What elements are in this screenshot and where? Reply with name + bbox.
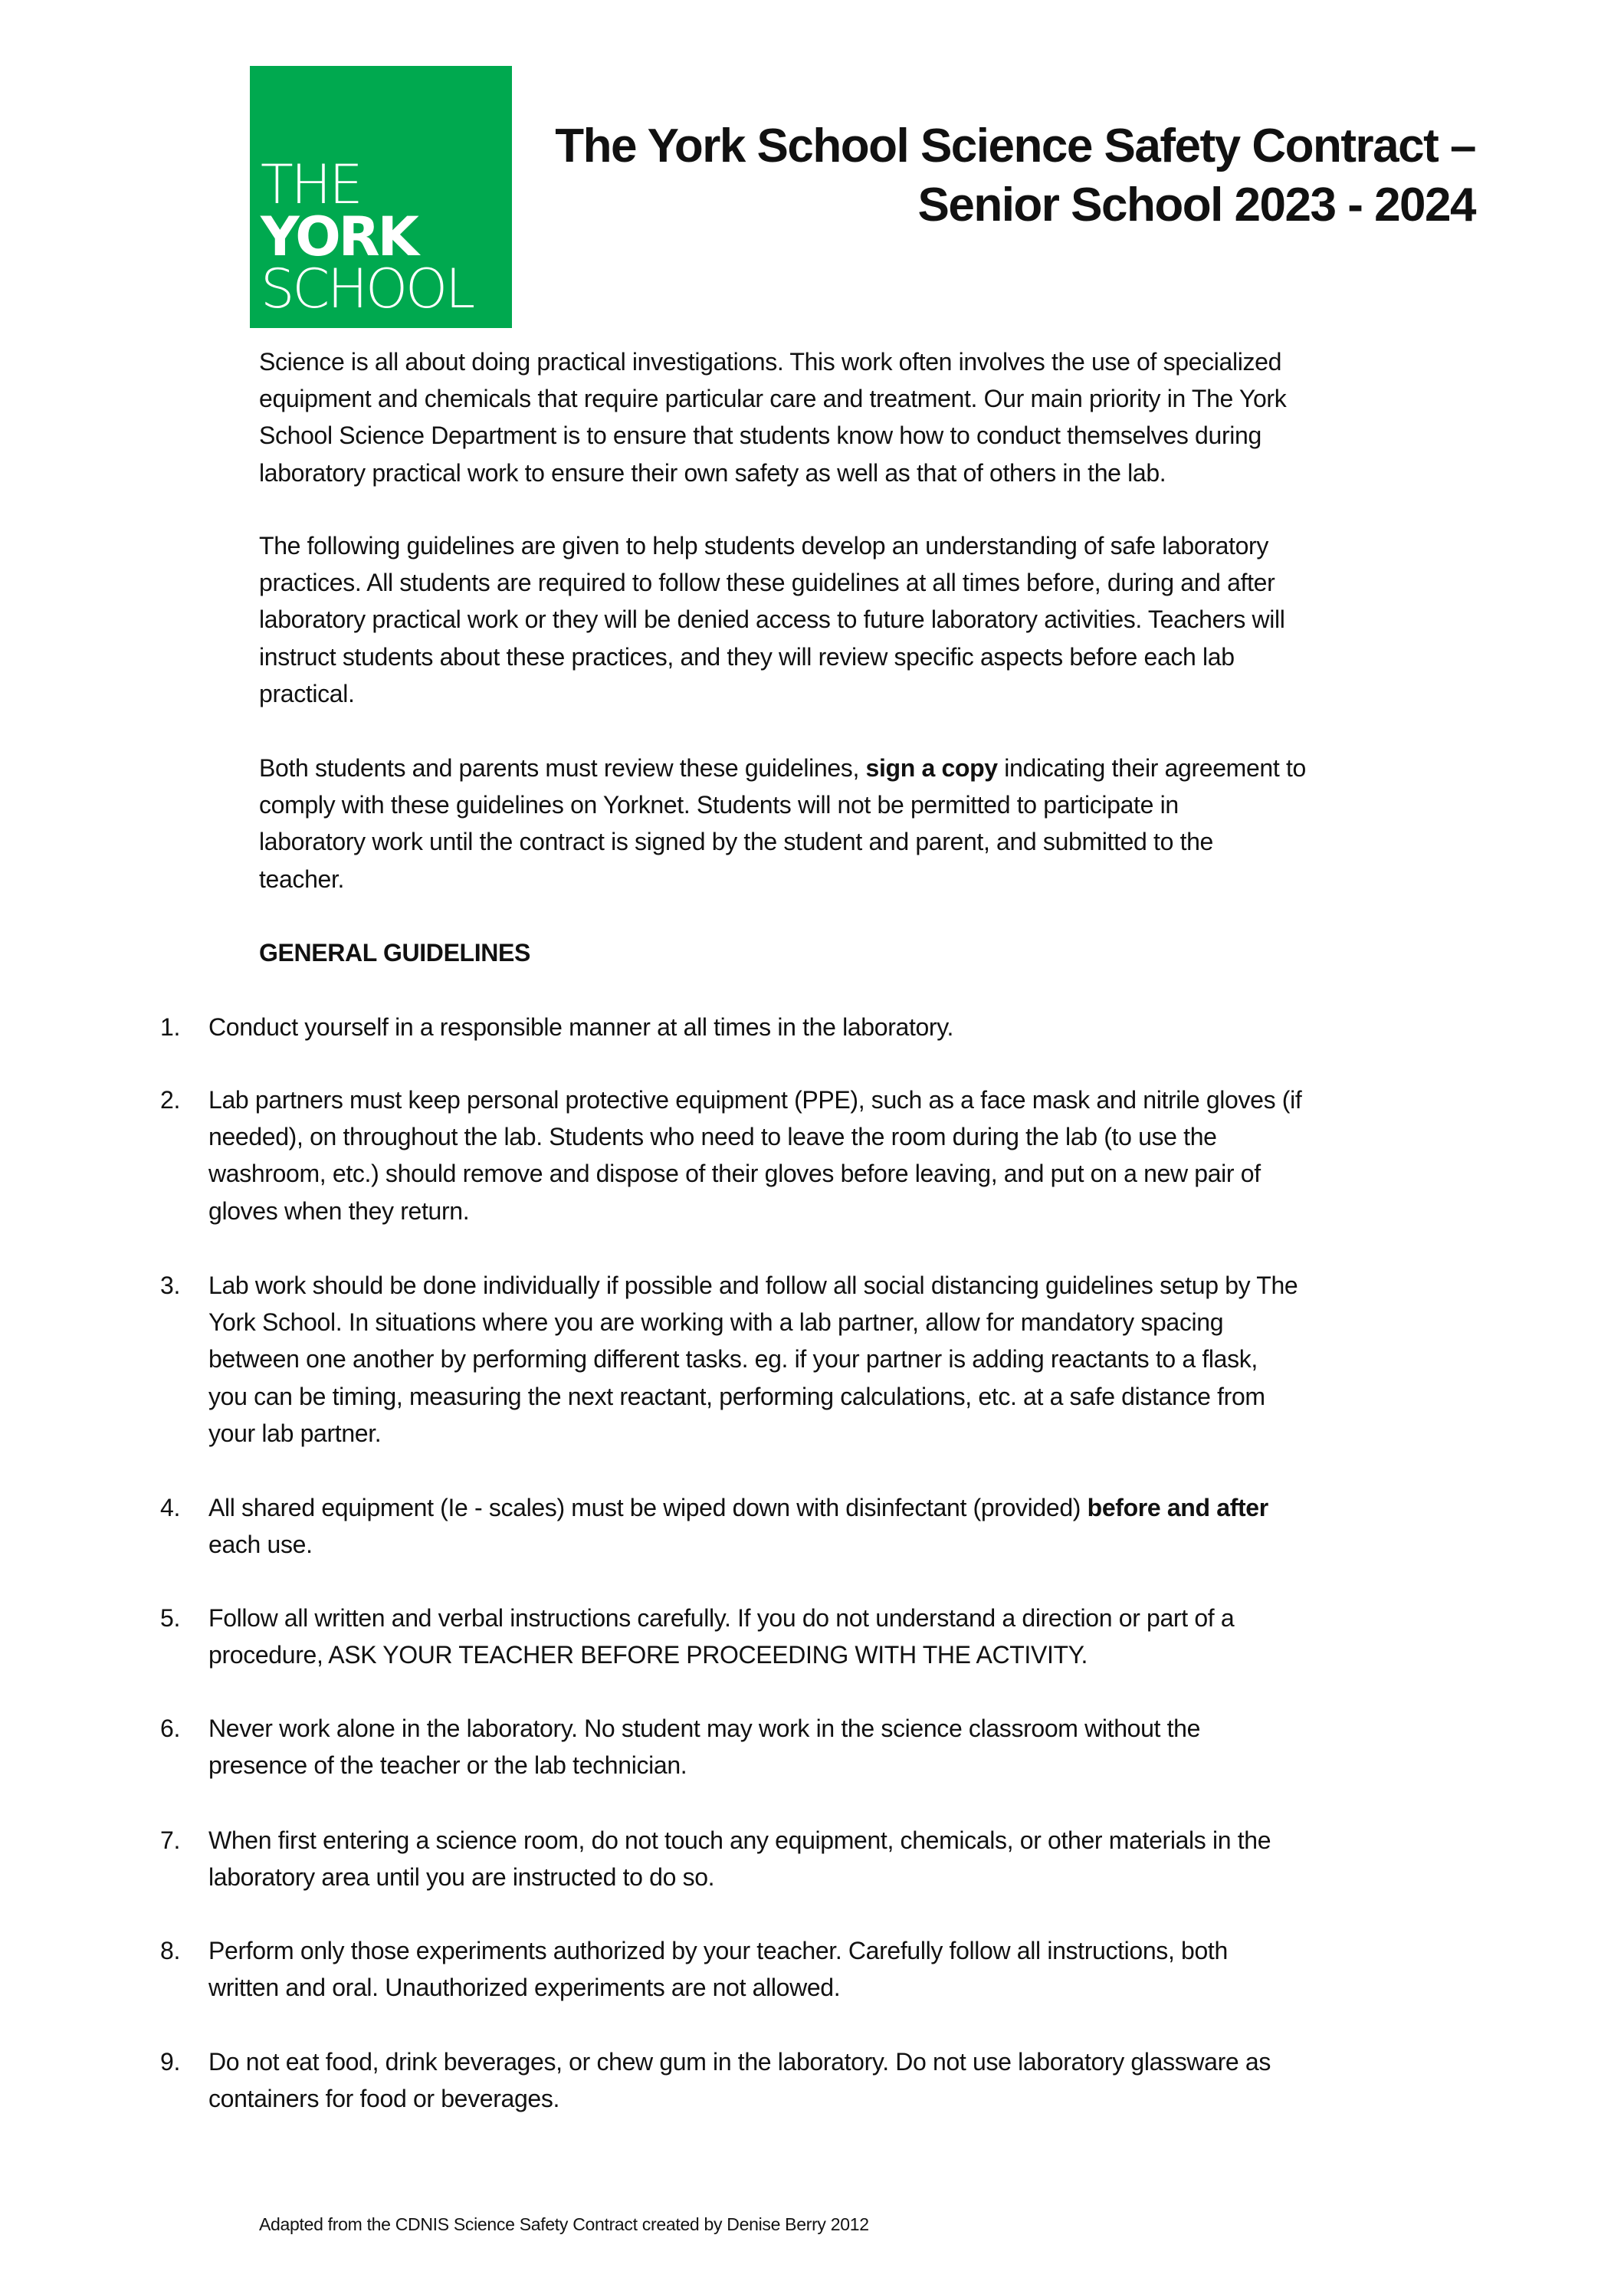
logo-text-the: THE <box>261 153 361 216</box>
item-number: 4. <box>160 1494 180 1521</box>
text-line <box>208 1415 1298 1452</box>
text-line <box>208 1600 1234 1636</box>
text-segment: containers for food or beverages. <box>208 2085 560 2113</box>
text-line <box>208 1969 1228 2006</box>
section-heading <box>259 934 530 971</box>
text-segment: practices. All students are required to follow these guidelines at all times before, during and after <box>259 569 1275 597</box>
text-line <box>208 1118 1301 1155</box>
text-segment: washroom, etc.) should remove and dispose of their gloves before leaving, and put on a new pair of <box>208 1160 1261 1188</box>
text-line <box>208 1526 1268 1563</box>
text-line <box>259 861 1306 898</box>
school-logo <box>250 66 512 328</box>
text-line <box>259 527 1285 564</box>
text-segment: School Science Department is to ensure that students know how to conduct themselves during <box>259 422 1261 450</box>
text-line <box>208 1081 1301 1118</box>
item-number: 3. <box>160 1272 180 1299</box>
footer-credit: Adapted from the CDNIS Science Safety Contract created by Denise Berry 2012 <box>259 2214 869 2234</box>
text-segment: Science is all about doing practical investigations. This work often involves the use of specialized <box>259 348 1282 376</box>
text-segment: practical. <box>259 679 355 707</box>
text-line <box>259 564 1285 601</box>
item-text <box>208 1932 1228 2006</box>
text-segment: procedure, ASK YOUR TEACHER BEFORE PROCEEDING WITH THE ACTIVITY. <box>208 1641 1088 1669</box>
text-line <box>208 2043 1271 2080</box>
intro-paragraph <box>259 343 1286 491</box>
text-line <box>208 1009 953 1045</box>
text-line <box>208 1822 1271 1859</box>
text-segment: Lab partners must keep personal protective equipment (PPE), such as a face mask and nitrile gloves (if <box>208 1086 1302 1114</box>
text-line <box>259 417 1286 454</box>
intro-paragraph <box>259 527 1285 712</box>
text-segment: All shared equipment (Ie - scales) must be wiped down with disinfectant (provided) <box>208 1494 1088 1521</box>
text-segment: Do not eat food, drink beverages, or chew gum in the laboratory. Do not use laboratory glassware as <box>208 2048 1271 2076</box>
text-line <box>259 823 1306 860</box>
text-line <box>208 2080 1271 2117</box>
text-line <box>259 934 530 971</box>
text-line <box>208 1267 1298 1304</box>
item-text <box>208 1600 1234 1673</box>
text-segment: you can be timing, measuring the next reactant, performing calculations, etc. at a safe distance from <box>208 1382 1265 1410</box>
text-segment: comply with these guidelines on Yorknet. Students will not be permitted to participate in <box>259 791 1179 819</box>
logo-text-york: YORK <box>261 205 417 268</box>
page-title <box>555 117 1475 235</box>
text-line <box>259 750 1306 786</box>
text-line <box>259 638 1285 675</box>
text-segment: gloves when they return. <box>208 1196 470 1225</box>
text-line <box>259 601 1285 638</box>
text-segment: your lab partner. <box>208 1419 382 1447</box>
bold-text: before and after <box>1087 1494 1268 1521</box>
text-segment: Both students and parents must review these guidelines, <box>259 754 866 782</box>
text-segment: Perform only those experiments authorized by your teacher. Carefully follow all instructions, both <box>208 1937 1228 1964</box>
text-line <box>208 1378 1298 1415</box>
item-text <box>208 2043 1271 2117</box>
text-segment: laboratory practical work to ensure their own safety as well as that of others in the lab. <box>259 458 1166 487</box>
text-segment: Never work alone in the laboratory. No student may work in the science classroom without the <box>208 1715 1201 1742</box>
text-segment: written and oral. Unauthorized experiments are not allowed. <box>208 1974 841 2002</box>
title-line-1: The York School Science Safety Contract – <box>555 120 1475 172</box>
item-number: 2. <box>160 1086 180 1114</box>
text-line <box>208 1193 1301 1229</box>
text-segment: each use. <box>208 1531 313 1559</box>
item-text <box>208 1081 1301 1229</box>
text-segment: between one another by performing different tasks. eg. if your partner is adding reactants to a flask, <box>208 1345 1258 1373</box>
item-number: 6. <box>160 1715 180 1742</box>
logo-text-school: SCHOOL <box>261 258 474 320</box>
text-segment: presence of the teacher or the lab technician. <box>208 1751 687 1780</box>
text-line <box>259 455 1286 491</box>
item-number: 5. <box>160 1604 180 1632</box>
text-segment: York School. In situations where you are working with a lab partner, allow for mandatory spacing <box>208 1308 1224 1337</box>
item-number: 8. <box>160 1937 180 1964</box>
text-line <box>208 1489 1268 1526</box>
text-segment: Conduct yourself in a responsible manner at all times in the laboratory. <box>208 1013 954 1041</box>
bold-text: GENERAL GUIDELINES <box>259 939 531 966</box>
item-text <box>208 1009 953 1045</box>
text-segment: laboratory area until you are instructed to do so. <box>208 1863 715 1892</box>
text-segment: The following guidelines are given to help students develop an understanding of safe laboratory <box>259 532 1268 560</box>
item-text <box>208 1267 1298 1452</box>
text-line <box>259 343 1286 380</box>
item-number: 7. <box>160 1826 180 1854</box>
text-segment: teacher. <box>259 865 345 893</box>
text-line <box>259 380 1286 417</box>
text-line <box>208 1747 1200 1784</box>
text-segment: Lab work should be done individually if possible and follow all social distancing guidelines setup by The <box>208 1272 1298 1299</box>
text-segment: Follow all written and verbal instructions carefully. If you do not understand a direction or part of a <box>208 1604 1235 1632</box>
text-line <box>208 1859 1271 1895</box>
text-segment: needed), on throughout the lab. Students who need to leave the room during the lab (to use the <box>208 1123 1217 1151</box>
text-line <box>208 1304 1298 1341</box>
item-text <box>208 1489 1268 1563</box>
text-segment: laboratory work until the contract is signed by the student and parent, and submitted to the <box>259 828 1214 856</box>
text-segment: indicating their agreement to <box>997 754 1306 782</box>
text-line <box>208 1155 1301 1192</box>
text-line <box>259 675 1285 712</box>
item-number: 9. <box>160 2048 180 2076</box>
text-line <box>208 1932 1228 1969</box>
title-line-2: Senior School 2023 - 2024 <box>917 179 1475 231</box>
text-segment: laboratory practical work or they will be denied access to future laboratory activities. Teachers will <box>259 605 1285 634</box>
item-text <box>208 1710 1200 1784</box>
text-segment: equipment and chemicals that require particular care and treatment. Our main priority in The York <box>259 385 1287 413</box>
intro-paragraph <box>259 750 1306 898</box>
item-text <box>208 1822 1271 1895</box>
text-segment: instruct students about these practices, and they will review specific aspects before each lab <box>259 642 1235 671</box>
item-number: 1. <box>160 1013 180 1041</box>
text-line <box>259 786 1306 823</box>
text-line <box>208 1341 1298 1377</box>
text-line <box>208 1636 1234 1673</box>
text-line <box>208 1710 1200 1747</box>
text-segment: When first entering a science room, do not touch any equipment, chemicals, or other materials in the <box>208 1826 1271 1854</box>
bold-text: sign a copy <box>865 754 998 782</box>
